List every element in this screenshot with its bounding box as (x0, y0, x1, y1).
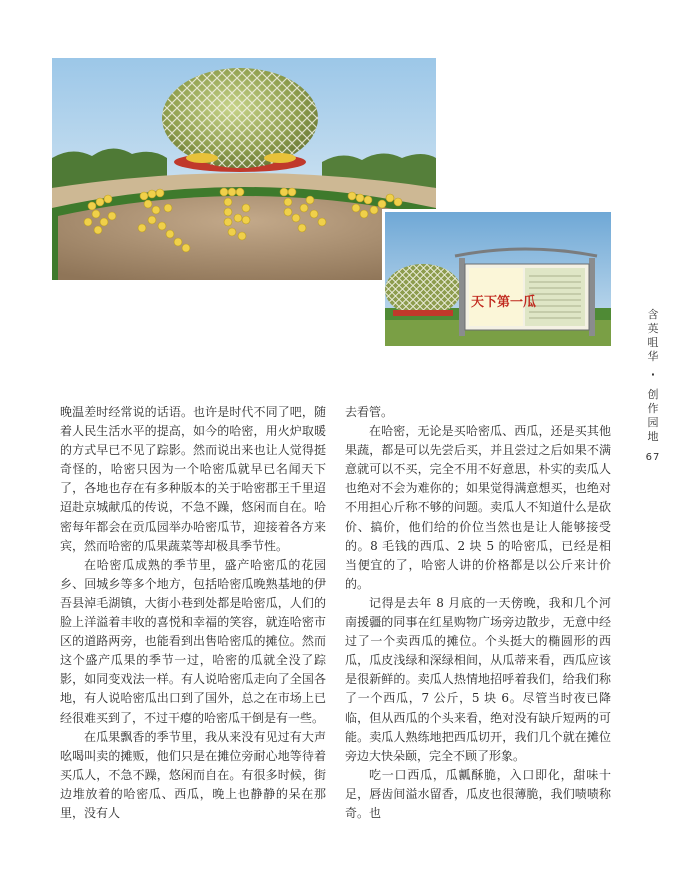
side-header-char: 华 (647, 350, 659, 363)
paragraph: 晚温差时经常说的话语。也许是时代不同了吧，随着人民生活水平的提高，如今的哈密，用火炉取暖的方式早已不见了踪影。然而说出来也让人觉得挺奇怪的，哈密只因为一个哈密瓜就早已名闻天下了，各地也存在有多种版本的关于哈密郡王千里迢迢赴京城献瓜的传说，不急不躁，悠闲而自在。哈密每年都会在贡瓜园举办哈密瓜节，迎接着各方来宾，然而哈密的瓜果蔬菜等却极具季节性。 (60, 405, 326, 553)
sign-board-illustration (385, 212, 611, 346)
sign-board-photo (382, 209, 614, 349)
side-header-char: 创 (647, 388, 659, 401)
side-header-char: 英 (647, 322, 659, 335)
paragraph: 在哈密瓜成熟的季节里，盛产哈密瓜的花园乡、回城乡等多个地方，包括哈密瓜晚熟基地的伊吾县淖毛湖镇，大街小巷到处都是哈密瓜，人们的脸上洋溢着丰收的喜悦和幸福的笑容，就连哈密市区的道路两旁，也能看到出售哈密瓜的摊位。然而这个盛产瓜果的季节一过，哈密的瓜就全没了踪影，如同变戏法一样。有人说哈密瓜走向了全国各地，有人说哈密瓜出口到了国外，总之在市场上已经很难买到了，不过干瘪的哈密瓜干倒是有一些。 (60, 557, 326, 725)
side-header-char: 咀 (647, 336, 659, 349)
page-number: 67 (645, 452, 661, 463)
paragraph: 记得是去年 8 月底的一天傍晚，我和几个河南援疆的同事在红星购物广场旁边散步，无意中经过了一个卖西瓜的摊位。个头挺大的椭圆形的西瓜，瓜皮浅绿和深绿相间，从瓜蒂来看，西瓜应该是很新鲜的。卖瓜人热情地招呼着我们，给我们称了一个西瓜，7 公斤，5 块 6。尽管当时夜已降临，但从西瓜的个头来看，绝对没有缺斤短两的可能。卖瓜人熟练地把西瓜切开，我们几个就在摊位旁边大快朵颐，完全不顾了形象。 (345, 595, 611, 763)
paragraph: 去看管。 (345, 405, 394, 419)
left-text-column (60, 403, 326, 823)
paragraph: 在瓜果飘香的季节里，我从来没有见过有大声吆喝叫卖的摊贩，他们只是在摊位旁耐心地等待着买瓜人，不急不躁，悠闲而自在。有很多时候，街边堆放着的哈密瓜、西瓜，晚上也静静的呆在那里，没有人 (60, 729, 326, 820)
sign-lettering: 天下第一瓜 (471, 295, 537, 310)
side-header-char: 含 (647, 308, 659, 321)
side-header-char: 地 (647, 430, 659, 443)
paragraph: 在哈密，无论是买哈密瓜、西瓜，还是买其他果蔬，都是可以先尝后买，并且尝过之后如果不满意就可以不买，完全不用不好意思，朴实的卖瓜人也绝对不会为难你的；如果觉得满意想买，也绝对不用担心斤称不够的问题。卖瓜人不知道什么是砍价、搞价，他们给的价位当然也是让人能够接受的。8 毛钱的西瓜、2 块 5 的哈密瓜，已经是相当便宜的了，哈密人讲的价格都是以公斤来计价的。 (345, 424, 611, 591)
right-text-column (345, 403, 611, 823)
side-header-char: 园 (647, 416, 659, 429)
section-side-header (643, 308, 663, 444)
melon-sculpture-illustration (52, 58, 436, 280)
melon-sculpture-photo (52, 58, 436, 280)
side-header-char: 作 (647, 402, 659, 415)
paragraph: 吃一口西瓜，瓜瓤酥脆，入口即化，甜味十足，唇齿间溢水留香，瓜皮也很薄脆，我们啧啧称奇。也 (345, 767, 611, 820)
side-header-separator: · (650, 368, 656, 381)
